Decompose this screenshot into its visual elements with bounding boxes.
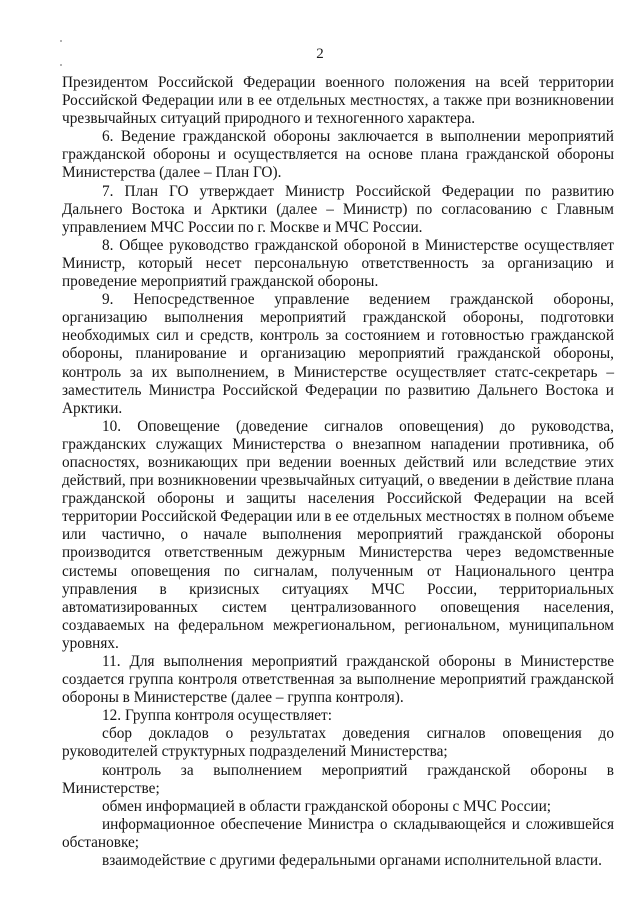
paragraph-continuation: Президентом Российской Федерации военного положения на всей территории Российской Федерации или в ее отдельных местностях, а также при возникновении чрезвычайных ситуаций природного и техногенного характера. — [62, 74, 614, 128]
document-body — [62, 74, 614, 870]
list-item-interaction: взаимодействие с другими федеральными органами исполнительной власти. — [102, 852, 602, 870]
list-item-exchange: обмен информацией в области гражданской обороны с МЧС России; — [102, 797, 552, 815]
paragraph-8: 8. Общее руководство гражданской обороной в Министерстве осуществляет Министр, который несет персональную ответственность за организацию и проведение мероприятий гражданской обороны. — [62, 236, 614, 291]
paragraph-10: 10. Оповещение (доведение сигналов оповещения) до руководства, гражданских служащих Министерства о внезапном нападении противника, об опасностях, возникающих при ведении военных действий или вследствие этих действий, при возникновении чрезвычайных ситуаций, о введении в действие плана гражданской обороны и защиты населения Российской Федерации на всей территории Российской Федерации или в ее отдельных местностях в полном объеме или частично, о начале выполнения мероприятий гражданской обороны производится ответственным дежурным Министерства через ведомственные системы оповещения по сигналам, полученным от Национального центра управления в кризисных ситуациях МЧС России, территориальных автоматизированных систем централизованного оповещения населения, создаваемых на федеральном межрегиональном, региональном, муниципальном уровнях. — [62, 417, 614, 652]
list-item-reports: сбор докладов о результатах доведения сигналов оповещения до руководителей структурных подразделений Министерства; — [62, 725, 614, 761]
paragraph-11: 11. Для выполнения мероприятий гражданской обороны в Министерстве создается группа контроля ответственная за выполнение мероприятий гражданской обороны в Министерстве (далее – группа контроля). — [62, 653, 614, 707]
list-item-control: контроль за выполнением мероприятий гражданской обороны в Министерстве; — [62, 761, 614, 797]
paragraph-9: 9. Непосредственное управление ведением гражданской обороны, организацию выполнения мероприятий гражданской обороны, подготовки необходимых сил и средств, контроль за состоянием и готовностью гражданской обороны, планирование и организацию мероприятий гражданской обороны, контроль за их выполнением, в Министерстве осуществляет статс-секретарь – заместитель Министра Российской Федерации по развитию Дальнего Востока и Арктики. — [62, 291, 614, 417]
paragraph-6: 6. Ведение гражданской обороны заключается в выполнении мероприятий гражданской обороны и осуществляется на основе плана гражданской обороны Министерства (далее – План ГО). — [62, 128, 614, 182]
scan-speck — [60, 40, 62, 42]
paragraph-12: 12. Группа контроля осуществляет: — [102, 707, 332, 725]
scan-speck — [60, 64, 62, 66]
list-item-information: информационное обеспечение Министра о складывающейся и сложившейся обстановке; — [62, 815, 614, 851]
paragraph-7: 7. План ГО утверждает Министр Российской Федерации по развитию Дальнего Востока и Арктики (далее – Министр) по согласованию с Главным управлением МЧС России по г. Москве и МЧС России. — [62, 182, 614, 236]
page-number: 2 — [316, 46, 324, 62]
